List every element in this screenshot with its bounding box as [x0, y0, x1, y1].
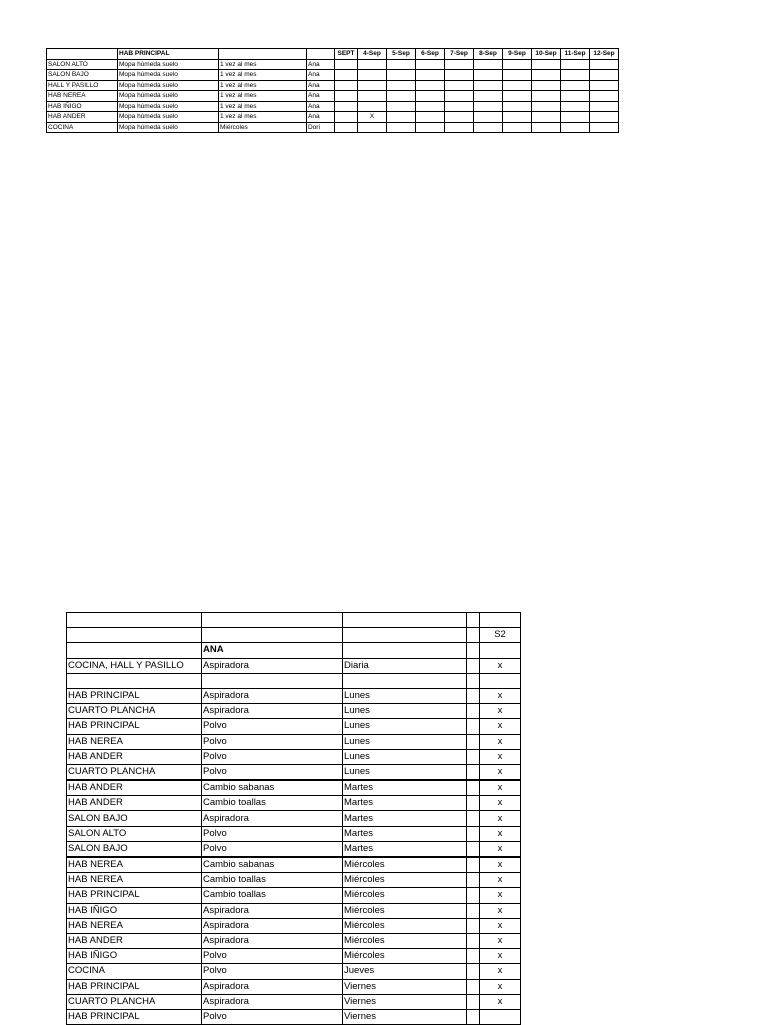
- spacer-cell: [467, 811, 480, 826]
- cell: Viernes: [343, 994, 467, 1009]
- cell: SALON BAJO: [47, 70, 118, 81]
- spacer-cell: [467, 918, 480, 933]
- cell: Mopa húmeda suelo: [118, 91, 219, 102]
- cell: [358, 59, 387, 70]
- cell: [416, 122, 445, 133]
- cell: HAB NEREA: [67, 873, 202, 888]
- cell: HAB NEREA: [67, 918, 202, 933]
- cell: Polvo: [202, 1009, 343, 1024]
- cell: Polvo: [202, 826, 343, 841]
- cell: [445, 122, 474, 133]
- cell: [416, 112, 445, 123]
- cell: [532, 91, 561, 102]
- spacer-cell: [467, 704, 480, 719]
- cell: 1 vez al mes: [219, 80, 307, 91]
- cell: [358, 80, 387, 91]
- cell: Jueves: [343, 964, 467, 979]
- spacer-cell: [467, 841, 480, 857]
- cell: [416, 59, 445, 70]
- header-cell: 10-Sep: [532, 49, 561, 60]
- cell: Cambio toallas: [202, 888, 343, 903]
- cell: Miércoles: [343, 918, 467, 933]
- mark-cell: x: [480, 979, 521, 994]
- header-cell: 6-Sep: [416, 49, 445, 60]
- spacer-cell: [467, 734, 480, 749]
- top-schedule-table: [46, 48, 619, 133]
- cell: Cambio toallas: [202, 796, 343, 811]
- mark-cell: x: [480, 688, 521, 703]
- cell: Polvo: [202, 749, 343, 764]
- cell: [67, 643, 202, 658]
- cell: [343, 613, 467, 628]
- mark-cell: x: [480, 764, 521, 780]
- cell: HAB NEREA: [67, 734, 202, 749]
- person-label: ANA: [202, 643, 343, 658]
- table-row: [67, 704, 521, 719]
- cell: [358, 70, 387, 81]
- table-row: [67, 796, 521, 811]
- cell: [445, 101, 474, 112]
- cell: HAB ANDER: [67, 933, 202, 948]
- header-cell: 9-Sep: [503, 49, 532, 60]
- cell: HAB ANDER: [67, 749, 202, 764]
- cell: CUARTO PLANCHA: [67, 764, 202, 780]
- cell: [202, 673, 343, 688]
- cell: Dori: [307, 122, 335, 133]
- cell: HAB IÑIGO: [47, 101, 118, 112]
- cell: SALON BAJO: [67, 811, 202, 826]
- spacer-cell: [467, 873, 480, 888]
- cell: [474, 122, 503, 133]
- cell: [335, 80, 358, 91]
- cell: Viernes: [343, 1009, 467, 1024]
- cell: HAB NEREA: [47, 91, 118, 102]
- spacer-cell: [467, 1009, 480, 1024]
- mark-cell: [480, 673, 521, 688]
- cell: Viernes: [343, 979, 467, 994]
- cell: Polvo: [202, 719, 343, 734]
- mark-cell: [480, 1009, 521, 1024]
- cell: [445, 59, 474, 70]
- cell: [590, 112, 619, 123]
- spacer-cell: [467, 719, 480, 734]
- cell: [532, 59, 561, 70]
- mark-cell: x: [480, 719, 521, 734]
- cell: Aspiradora: [202, 979, 343, 994]
- cell: [335, 122, 358, 133]
- cell: [335, 91, 358, 102]
- cell: [67, 673, 202, 688]
- table-row: [67, 673, 521, 688]
- header-cell: 12-Sep: [590, 49, 619, 60]
- cell: [474, 91, 503, 102]
- table-row: [67, 1009, 521, 1024]
- table-row: [67, 964, 521, 979]
- cell: [561, 59, 590, 70]
- cell: Lunes: [343, 734, 467, 749]
- cell: Aspiradora: [202, 811, 343, 826]
- cell: [358, 91, 387, 102]
- header-cell: 7-Sep: [445, 49, 474, 60]
- cell: Mopa húmeda suelo: [118, 80, 219, 91]
- cell: [445, 80, 474, 91]
- cell: SALON ALTO: [47, 59, 118, 70]
- cell: 1 vez al mes: [219, 70, 307, 81]
- cell: Polvo: [202, 841, 343, 857]
- cell: Aspiradora: [202, 933, 343, 948]
- cell: Martes: [343, 826, 467, 841]
- table-row: [67, 749, 521, 764]
- cell: [445, 70, 474, 81]
- header-cell: 11-Sep: [561, 49, 590, 60]
- cell: Miércoles: [219, 122, 307, 133]
- table-row: [67, 826, 521, 841]
- cell: [387, 80, 416, 91]
- header-cell: 5-Sep: [387, 49, 416, 60]
- cell: COCINA: [67, 964, 202, 979]
- cell: [561, 112, 590, 123]
- cell: HAB ANDER: [67, 796, 202, 811]
- spacer-cell: [467, 949, 480, 964]
- cell: CUARTO PLANCHA: [67, 994, 202, 1009]
- mark-cell: x: [480, 841, 521, 857]
- mark-cell: x: [480, 964, 521, 979]
- cell: HAB PRINCIPAL: [67, 979, 202, 994]
- cell: Polvo: [202, 734, 343, 749]
- cell: [467, 628, 480, 643]
- mark-cell: x: [480, 888, 521, 903]
- cell: [532, 122, 561, 133]
- cell: [335, 59, 358, 70]
- cell: [474, 80, 503, 91]
- cell: Ana: [307, 59, 335, 70]
- cell: [445, 91, 474, 102]
- header-row: [47, 49, 619, 60]
- cell: SALON BAJO: [67, 841, 202, 857]
- table-row: [67, 888, 521, 903]
- table-row: [47, 59, 619, 70]
- cell: Lunes: [343, 719, 467, 734]
- table-row: [67, 918, 521, 933]
- table-row: [67, 764, 521, 780]
- spacer-cell: [467, 764, 480, 780]
- cell: Ana: [307, 91, 335, 102]
- spacer-cell: [467, 857, 480, 873]
- spacer-cell: [467, 658, 480, 673]
- cell: COCINA: [47, 122, 118, 133]
- table-row: [67, 949, 521, 964]
- mark-cell: x: [480, 873, 521, 888]
- cell: Miércoles: [343, 857, 467, 873]
- cell: [358, 101, 387, 112]
- cell: [561, 70, 590, 81]
- cell: Cambio toallas: [202, 873, 343, 888]
- cell: HAB PRINCIPAL: [67, 719, 202, 734]
- cell: [503, 91, 532, 102]
- cell: [590, 70, 619, 81]
- table-row: [67, 903, 521, 918]
- cell: Ana: [307, 101, 335, 112]
- table-row: [67, 780, 521, 796]
- table-row: [47, 101, 619, 112]
- cell: [474, 112, 503, 123]
- cell: [532, 101, 561, 112]
- cell: [561, 91, 590, 102]
- cell: Cambio sabanas: [202, 857, 343, 873]
- spacer-cell: [467, 688, 480, 703]
- cell: HALL Y PASILLO: [47, 80, 118, 91]
- spacer-cell: [467, 780, 480, 796]
- header-cell: [219, 49, 307, 60]
- spacer-cell: [467, 796, 480, 811]
- cell: Mopa húmeda suelo: [118, 70, 219, 81]
- cell: [474, 59, 503, 70]
- cell: Ana: [307, 80, 335, 91]
- cell: [445, 112, 474, 123]
- mark-cell: x: [480, 796, 521, 811]
- cell: [561, 122, 590, 133]
- spacer-cell: [467, 994, 480, 1009]
- cell: [387, 112, 416, 123]
- table-row: [67, 688, 521, 703]
- spacer-cell: [467, 673, 480, 688]
- table-row: [67, 734, 521, 749]
- spacer-cell: [467, 888, 480, 903]
- table-row: [67, 841, 521, 857]
- spacer-cell: [467, 979, 480, 994]
- cell: SALON ALTO: [67, 826, 202, 841]
- cell: [416, 101, 445, 112]
- cell: [387, 91, 416, 102]
- cell: [202, 613, 343, 628]
- mark-cell: x: [480, 749, 521, 764]
- cell: Miércoles: [343, 873, 467, 888]
- cell: HAB PRINCIPAL: [67, 1009, 202, 1024]
- table-row: [47, 112, 619, 123]
- spacer-cell: [467, 964, 480, 979]
- mark-cell: x: [480, 933, 521, 948]
- table-row: [47, 80, 619, 91]
- cell: Martes: [343, 796, 467, 811]
- table-row: [67, 873, 521, 888]
- table-row: [67, 719, 521, 734]
- cell: [480, 613, 521, 628]
- cell: [416, 91, 445, 102]
- cell: [416, 80, 445, 91]
- cell: Miércoles: [343, 888, 467, 903]
- cell: Aspiradora: [202, 918, 343, 933]
- cell: Martes: [343, 841, 467, 857]
- cell: [480, 643, 521, 658]
- cell: 1 vez al mes: [219, 59, 307, 70]
- cell: Diaria: [343, 658, 467, 673]
- cell: Aspiradora: [202, 688, 343, 703]
- cell: [503, 122, 532, 133]
- spacer-cell: [467, 749, 480, 764]
- cell: Miércoles: [343, 903, 467, 918]
- cell: [67, 613, 202, 628]
- cell: [343, 673, 467, 688]
- mark-cell: x: [480, 811, 521, 826]
- cell: [503, 112, 532, 123]
- cell: [335, 101, 358, 112]
- cell: [387, 101, 416, 112]
- cell: HAB ANDER: [67, 780, 202, 796]
- cell: [503, 101, 532, 112]
- cell: Mopa húmeda suelo: [118, 112, 219, 123]
- week-label: S2: [480, 628, 521, 643]
- cell: Martes: [343, 811, 467, 826]
- spacer-cell: [467, 933, 480, 948]
- cell: [387, 70, 416, 81]
- cell: [590, 91, 619, 102]
- cell: Lunes: [343, 749, 467, 764]
- cell: Lunes: [343, 764, 467, 780]
- table-row: [67, 658, 521, 673]
- cell: [67, 628, 202, 643]
- cell: HAB IÑIGO: [67, 949, 202, 964]
- cell: [561, 80, 590, 91]
- cell: [358, 122, 387, 133]
- cell: [532, 80, 561, 91]
- mark-cell: x: [480, 734, 521, 749]
- cell: [467, 613, 480, 628]
- table-row: [67, 613, 521, 628]
- cell: [474, 70, 503, 81]
- cell: COCINA, HALL Y PASILLO: [67, 658, 202, 673]
- table-row: [67, 994, 521, 1009]
- cell: [590, 59, 619, 70]
- cell: Polvo: [202, 764, 343, 780]
- cell: [503, 70, 532, 81]
- cell: Polvo: [202, 949, 343, 964]
- cell: Aspiradora: [202, 704, 343, 719]
- cell: HAB PRINCIPAL: [67, 888, 202, 903]
- mark-cell: x: [480, 857, 521, 873]
- table-row: [67, 933, 521, 948]
- cell: [532, 70, 561, 81]
- table-row: [47, 122, 619, 133]
- cell: [387, 59, 416, 70]
- cell: Miércoles: [343, 933, 467, 948]
- header-cell: SEPT: [335, 49, 358, 60]
- cell: Lunes: [343, 704, 467, 719]
- cell: Lunes: [343, 688, 467, 703]
- cell: [503, 80, 532, 91]
- mark-cell: x: [480, 918, 521, 933]
- header-cell: HAB PRINCIPAL: [118, 49, 219, 60]
- cell: [474, 101, 503, 112]
- cell: [561, 101, 590, 112]
- cell: Aspiradora: [202, 658, 343, 673]
- header-cell: [47, 49, 118, 60]
- cell: [416, 70, 445, 81]
- mark-cell: x: [480, 994, 521, 1009]
- cell: 1 vez al mes: [219, 91, 307, 102]
- cell: HAB NEREA: [67, 857, 202, 873]
- cell: 1 vez al mes: [219, 101, 307, 112]
- spacer-cell: [467, 903, 480, 918]
- cell: [335, 70, 358, 81]
- table-row: [67, 811, 521, 826]
- table-row: [67, 979, 521, 994]
- cell: HAB PRINCIPAL: [67, 688, 202, 703]
- cell: Martes: [343, 780, 467, 796]
- cell: [590, 101, 619, 112]
- cell: Ana: [307, 70, 335, 81]
- cell: [590, 80, 619, 91]
- cell: [590, 122, 619, 133]
- cell: [343, 628, 467, 643]
- cell: [335, 112, 358, 123]
- table-row: [67, 643, 521, 658]
- cell: Mopa húmeda suelo: [118, 59, 219, 70]
- header-cell: 4-Sep: [358, 49, 387, 60]
- cell: [387, 122, 416, 133]
- cell: Mopa húmeda suelo: [118, 101, 219, 112]
- mark-cell: x: [480, 704, 521, 719]
- table-row: [47, 91, 619, 102]
- cell: Aspiradora: [202, 903, 343, 918]
- table-row: [67, 628, 521, 643]
- cell: Mopa húmeda suelo: [118, 122, 219, 133]
- cell: Cambio sabanas: [202, 780, 343, 796]
- cell: [503, 59, 532, 70]
- cell: [532, 112, 561, 123]
- mark-cell: x: [480, 826, 521, 841]
- header-cell: 8-Sep: [474, 49, 503, 60]
- cell: [343, 643, 467, 658]
- cell: HAB ANDER: [47, 112, 118, 123]
- spacer-cell: [467, 826, 480, 841]
- table-row: [47, 70, 619, 81]
- cell: [202, 628, 343, 643]
- cell: [467, 643, 480, 658]
- cell: Aspiradora: [202, 994, 343, 1009]
- cell: 1 vez al mes: [219, 112, 307, 123]
- mark-cell: x: [480, 949, 521, 964]
- cell: CUARTO PLANCHA: [67, 704, 202, 719]
- header-cell: [307, 49, 335, 60]
- ana-weekly-table: [66, 612, 521, 1025]
- mark-cell: x: [480, 903, 521, 918]
- cell: HAB IÑIGO: [67, 903, 202, 918]
- cell: X: [358, 112, 387, 123]
- mark-cell: x: [480, 658, 521, 673]
- table-row: [67, 857, 521, 873]
- cell: Polvo: [202, 964, 343, 979]
- cell: Miércoles: [343, 949, 467, 964]
- cell: Ana: [307, 112, 335, 123]
- mark-cell: x: [480, 780, 521, 796]
